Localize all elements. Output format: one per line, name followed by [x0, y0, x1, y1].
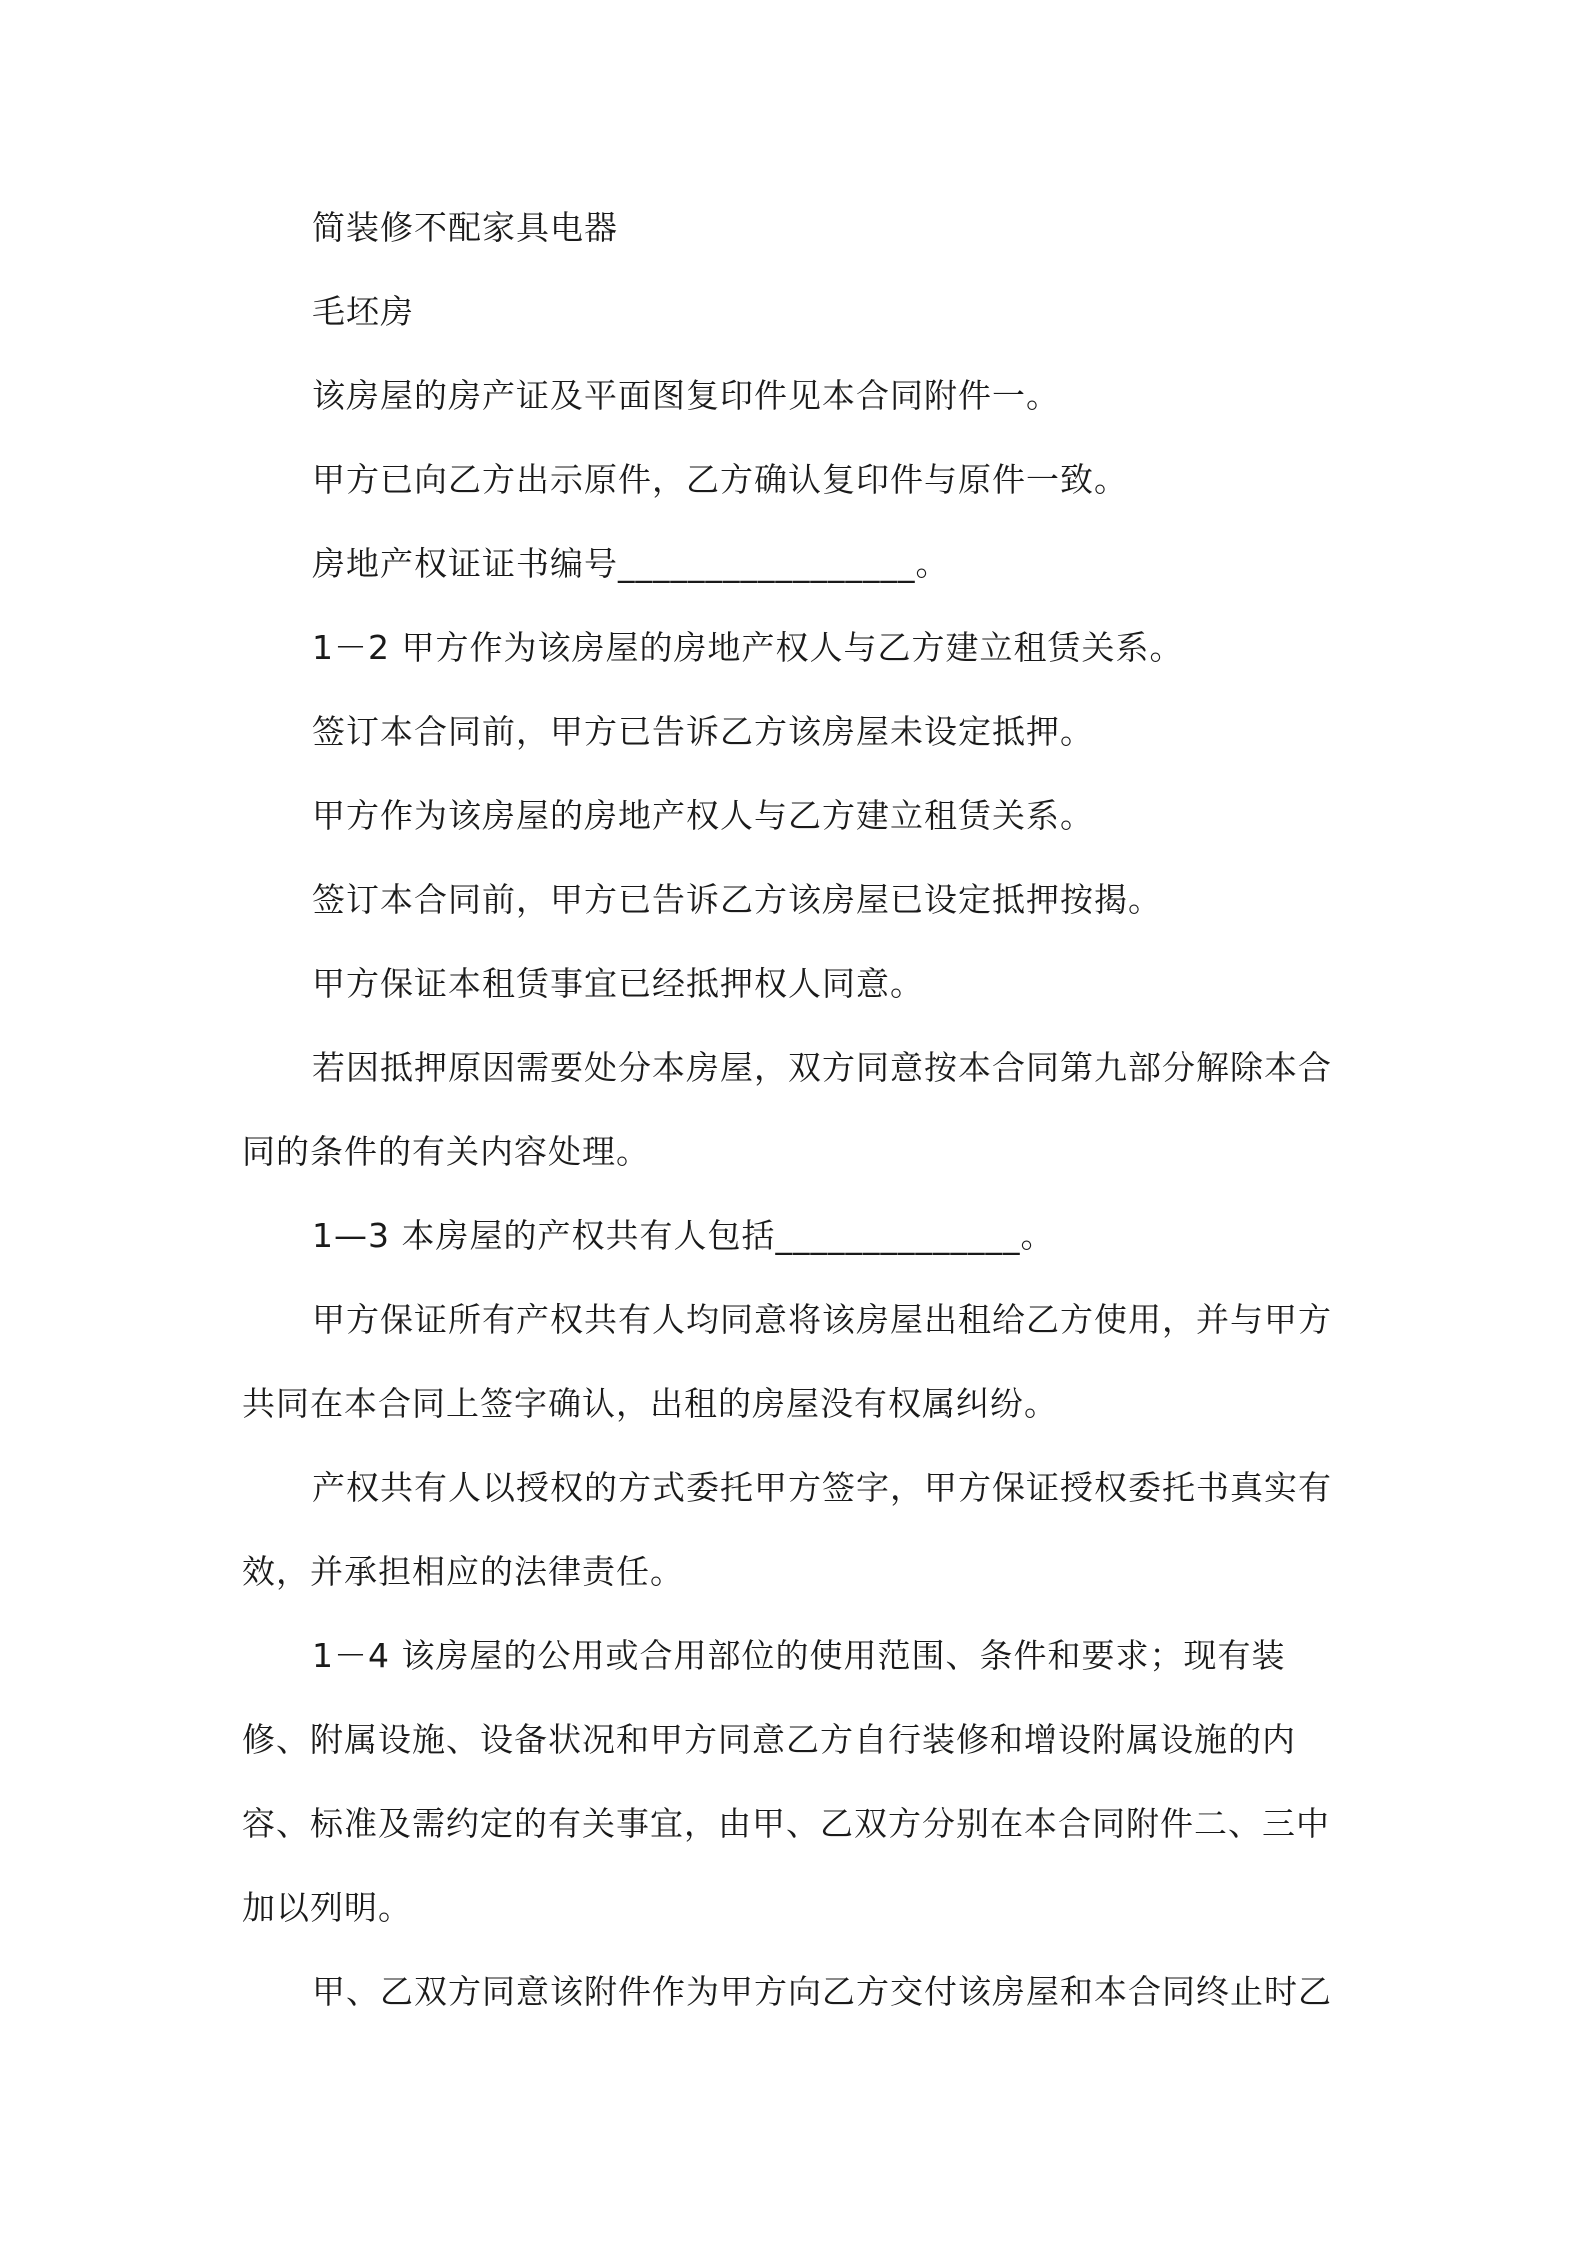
paragraph: 签订本合同前，甲方已告诉乙方该房屋未设定抵押。 — [312, 712, 1094, 751]
paragraph: 1－2 甲方作为该房屋的房地产权人与乙方建立租赁关系。 — [312, 628, 1184, 667]
paragraph: 房地产权证证书编号_________________。 — [312, 544, 950, 583]
paragraph: 签订本合同前，甲方已告诉乙方该房屋已设定抵押按揭。 — [312, 880, 1162, 919]
paragraph: 甲、乙双方同意该附件作为甲方向乙方交付该房屋和本合同终止时乙 — [312, 1972, 1332, 2011]
paragraph: 产权共有人以授权的方式委托甲方签字，甲方保证授权委托书真实有效，并承担相应的法律责任。 — [242, 1468, 1332, 1591]
paragraph: 甲方保证所有产权共有人均同意将该房屋出租给乙方使用，并与甲方共同在本合同上签字确认，出租的房屋没有权属纠纷。 — [242, 1300, 1332, 1423]
paragraph: 甲方作为该房屋的房地产权人与乙方建立租赁关系。 — [312, 796, 1094, 835]
paragraph: 甲方已向乙方出示原件，乙方确认复印件与原件一致。 — [312, 460, 1128, 499]
paragraph: 1—3 本房屋的产权共有人包括______________。 — [312, 1216, 1055, 1255]
document-body — [242, 186, 1352, 2034]
paragraph: 该房屋的房产证及平面图复印件见本合同附件一。 — [312, 376, 1060, 415]
paragraph: 1－4 该房屋的公用或合用部位的使用范围、条件和要求；现有装修、附属设施、设备状况和甲方同意乙方自行装修和增设附属设施的内容、标准及需约定的有关事宜，由甲、乙双方分别在本合同附件二、三中加以列明。 — [242, 1636, 1330, 1927]
paragraph: 毛坯房 — [312, 292, 414, 331]
paragraph: 若因抵押原因需要处分本房屋，双方同意按本合同第九部分解除本合同的条件的有关内容处理。 — [242, 1048, 1332, 1171]
paragraph: 简装修不配家具电器 — [312, 208, 618, 247]
paragraph: 甲方保证本租赁事宜已经抵押权人同意。 — [312, 964, 924, 1003]
